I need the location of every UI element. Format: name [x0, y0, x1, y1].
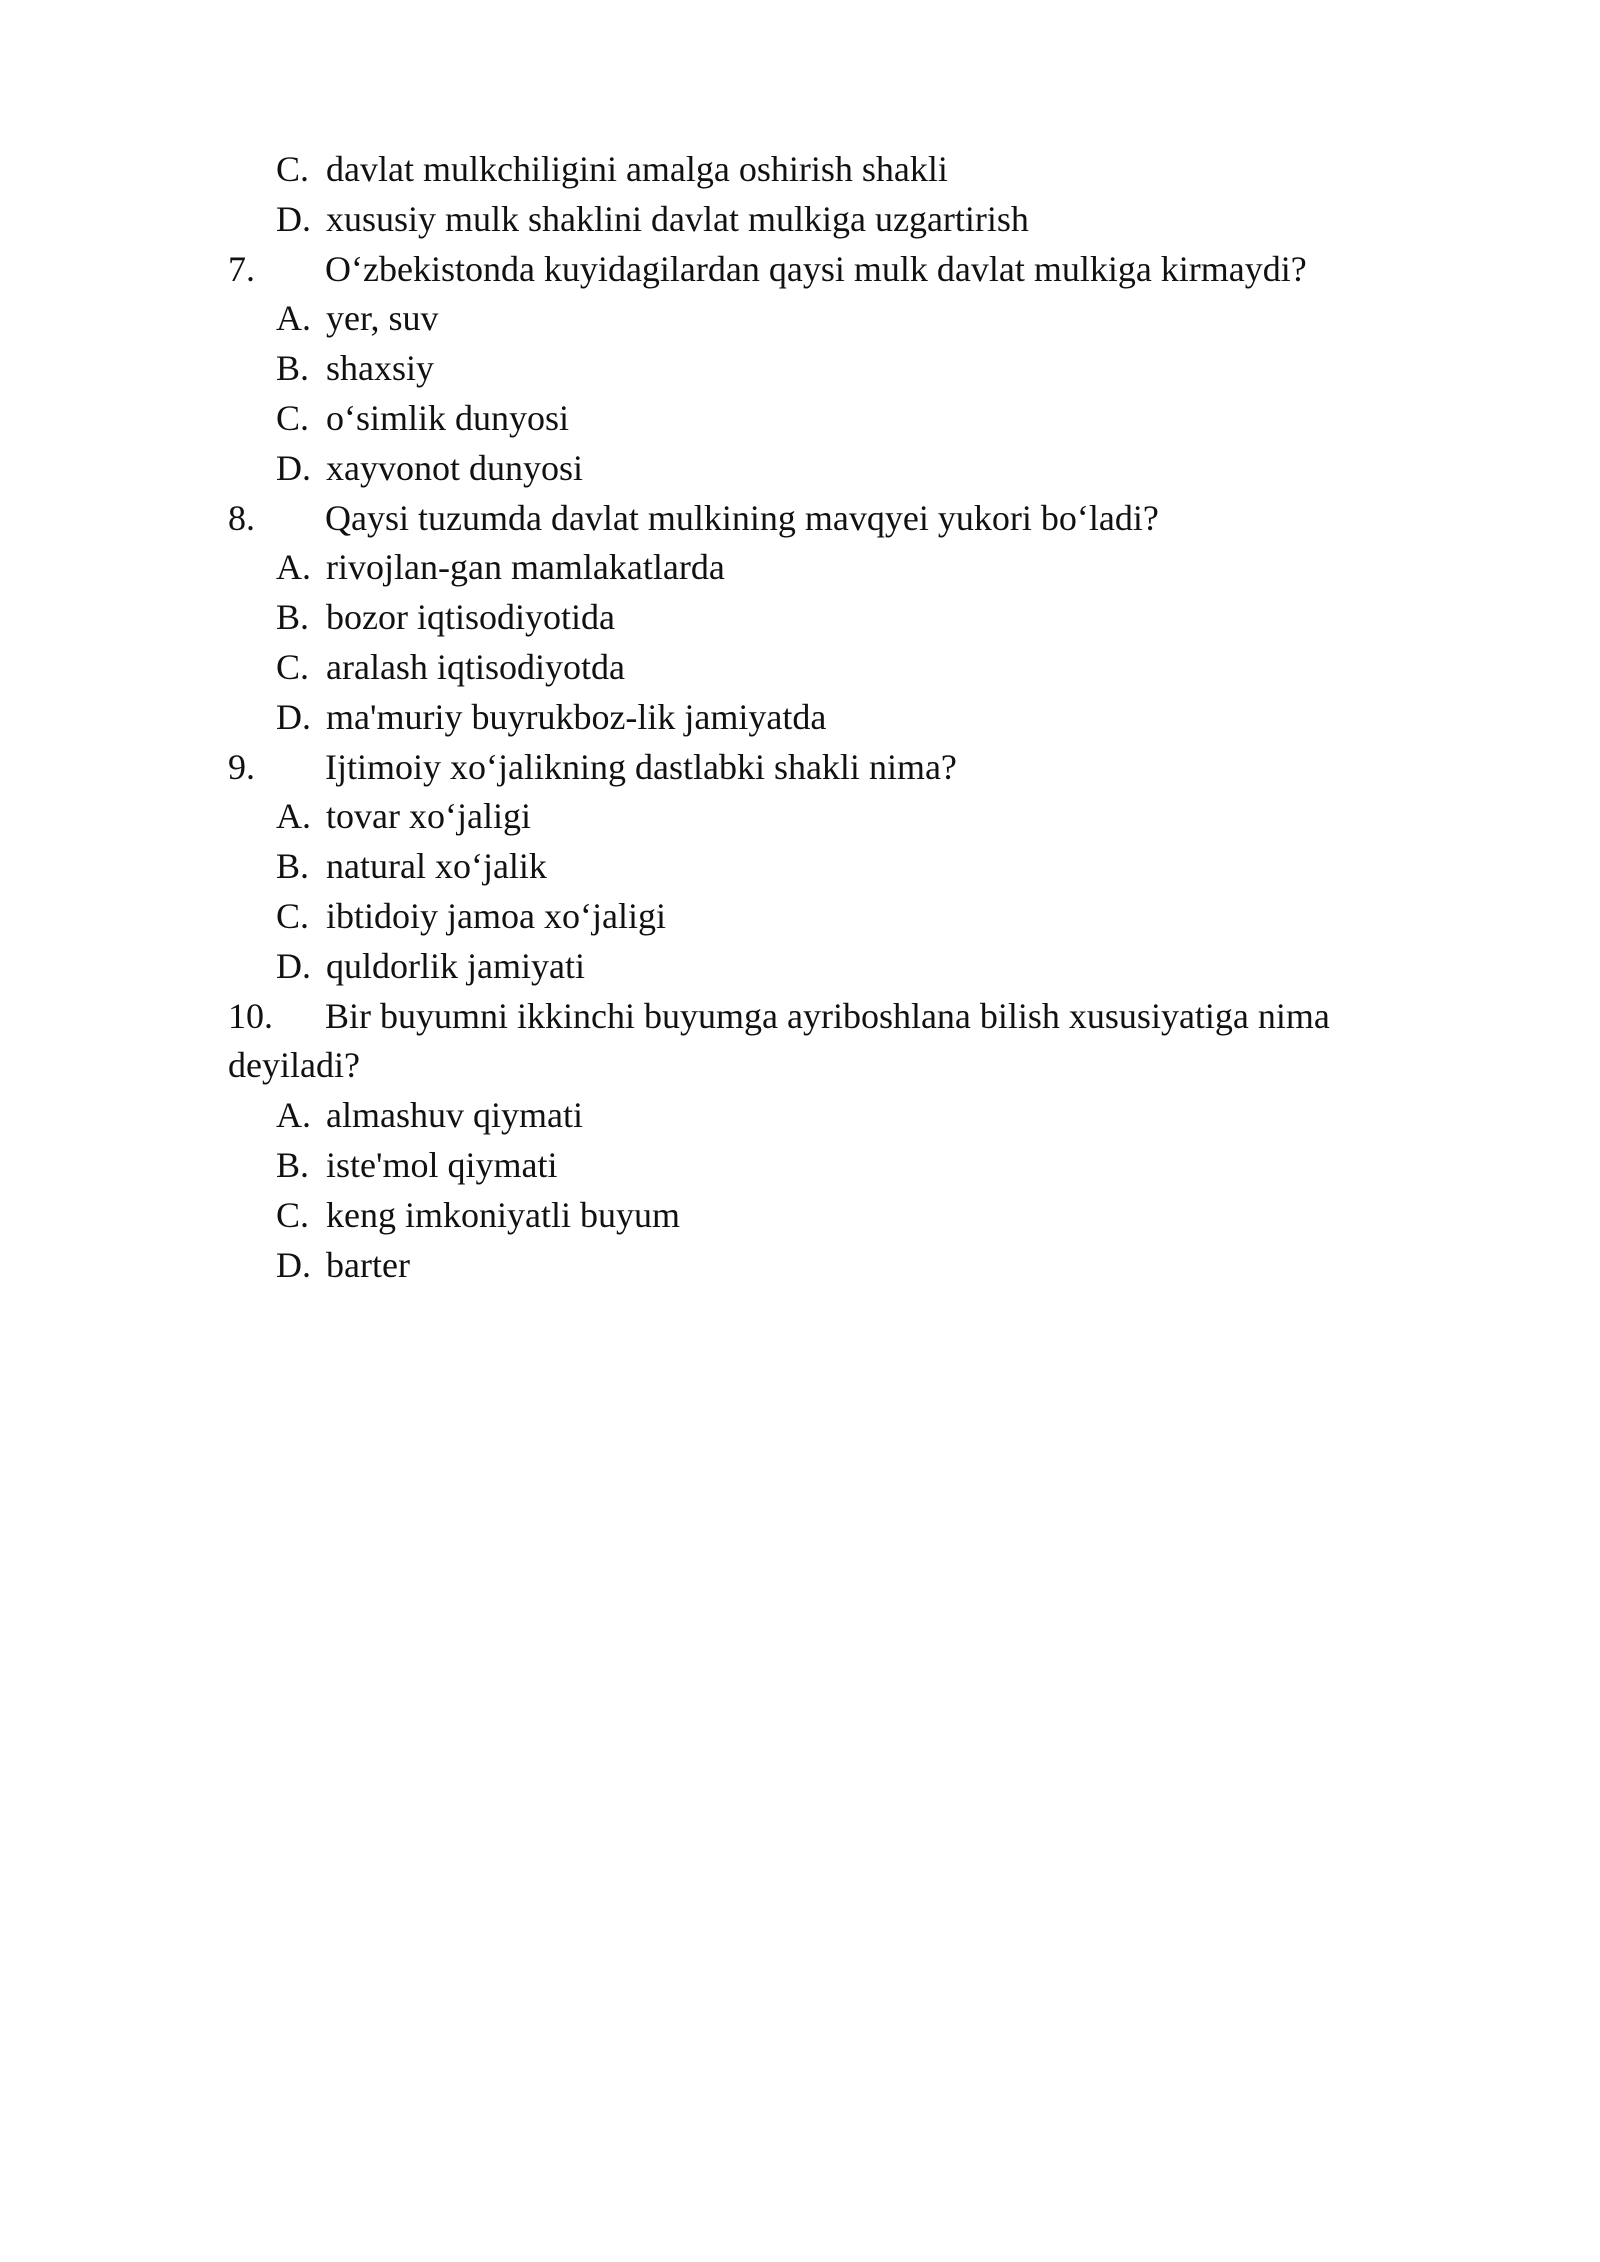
- question-9: [228, 743, 1398, 793]
- option-text: iste'mol qiymati: [326, 1144, 558, 1185]
- answer-option: [228, 1141, 1398, 1191]
- answer-option: [228, 942, 1398, 992]
- option-letter: D.: [276, 198, 311, 239]
- answer-option: [228, 892, 1398, 942]
- question-number: 7.: [228, 248, 255, 289]
- option-letter: B.: [276, 1144, 310, 1185]
- answer-option: [228, 693, 1398, 743]
- option-text: natural xo‘jalik: [326, 846, 547, 887]
- question-text: Ijtimoiy xo‘jalikning dastlabki shakli nima?: [325, 746, 957, 787]
- question-text: Bir buyumni ikkinchi buyumga ayriboshlana bilish xususiyatiga nima deyiladi?: [228, 995, 1330, 1086]
- option-letter: B.: [276, 846, 310, 887]
- option-text: xususiy mulk shaklini davlat mulkiga uzgartirish: [326, 198, 1029, 239]
- answer-option: [228, 394, 1398, 444]
- answer-option: [228, 1191, 1398, 1241]
- option-letter: C.: [276, 646, 310, 687]
- option-text: bozor iqtisodiyotida: [326, 597, 615, 638]
- option-letter: D.: [276, 696, 311, 737]
- question-number: 8.: [228, 497, 255, 538]
- option-letter: A.: [276, 796, 311, 837]
- question-10: [228, 992, 1398, 1092]
- option-text: davlat mulkchiligini amalga oshirish shakli: [326, 149, 948, 189]
- option-text: shaxsiy: [326, 348, 434, 389]
- question-number: 10.: [228, 995, 273, 1036]
- answer-option: [228, 195, 1398, 245]
- option-letter: D.: [276, 447, 311, 488]
- option-letter: D.: [276, 945, 311, 986]
- answer-option: [228, 842, 1398, 892]
- option-text: o‘simlik dunyosi: [326, 397, 570, 438]
- option-letter: B.: [276, 348, 310, 389]
- option-text: rivojlan-gan mamlakatlarda: [326, 547, 725, 588]
- answer-option: [228, 792, 1398, 842]
- option-text: ibtidoiy jamoa xo‘jaligi: [326, 895, 666, 936]
- option-letter: C.: [276, 149, 310, 189]
- option-text: barter: [326, 1244, 410, 1285]
- option-text: yer, suv: [326, 298, 439, 339]
- answer-option: [228, 643, 1398, 693]
- answer-option: [228, 344, 1398, 394]
- option-letter: B.: [276, 597, 310, 638]
- question-7: [228, 245, 1398, 295]
- page-content: [228, 145, 1398, 1290]
- answer-option: [228, 145, 1398, 195]
- question-text: Qaysi tuzumda davlat mulkining mavqyei yukori bo‘ladi?: [325, 497, 1159, 538]
- option-letter: C.: [276, 1194, 310, 1235]
- option-letter: A.: [276, 1095, 311, 1136]
- option-text: aralash iqtisodiyotda: [326, 646, 625, 687]
- answer-option: [228, 1091, 1398, 1141]
- answer-option: [228, 294, 1398, 344]
- answer-option: [228, 444, 1398, 494]
- option-text: quldorlik jamiyati: [326, 945, 585, 986]
- option-letter: A.: [276, 298, 311, 339]
- option-text: almashuv qiymati: [326, 1095, 583, 1136]
- option-text: ma'muriy buyrukboz-lik jamiyatda: [326, 696, 827, 737]
- option-text: xayvonot dunyosi: [326, 447, 583, 488]
- option-letter: A.: [276, 547, 311, 588]
- question-8: [228, 494, 1398, 544]
- option-letter: D.: [276, 1244, 311, 1285]
- answer-option: [228, 1241, 1398, 1291]
- option-text: tovar xo‘jaligi: [326, 796, 531, 837]
- option-letter: C.: [276, 895, 310, 936]
- question-number: 9.: [228, 746, 255, 787]
- option-text: keng imkoniyatli buyum: [326, 1194, 680, 1235]
- option-letter: C.: [276, 397, 310, 438]
- answer-option: [228, 543, 1398, 593]
- question-text: O‘zbekistonda kuyidagilardan qaysi mulk davlat mulkiga kirmaydi?: [325, 248, 1307, 289]
- answer-option: [228, 593, 1398, 643]
